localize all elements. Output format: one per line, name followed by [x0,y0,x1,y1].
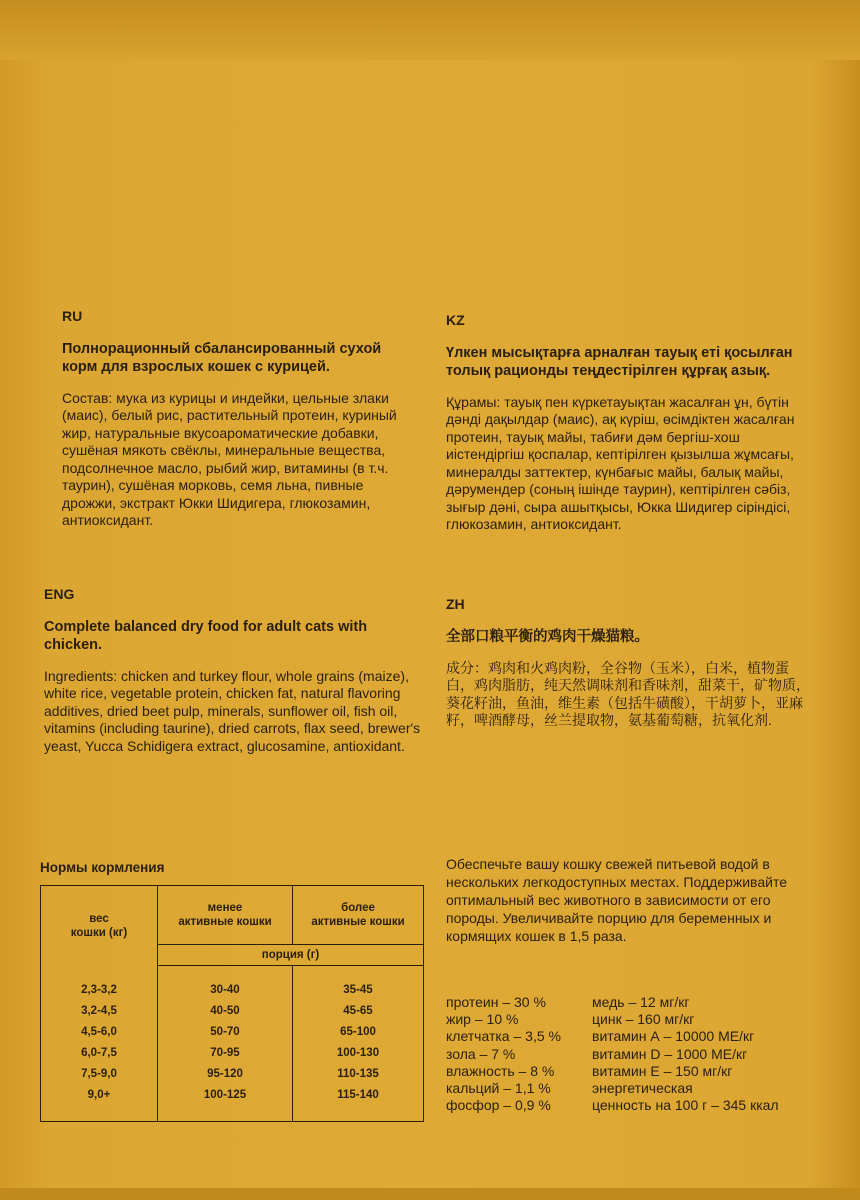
weight-cell: 2,3-3,2 [41,980,158,1001]
header-weight-line2: кошки (кг) [70,926,128,939]
table-row [41,1043,424,1064]
more-active-cell: 65-100 [340,1026,376,1038]
section-en [44,586,424,755]
nutrient-item: медь – 12 мг/кг [592,994,690,1010]
lang-code-en: ENG [44,586,75,602]
package-seal-top [0,0,860,60]
composition-en: Ingredients: chicken and turkey flour, whole grains (maize), white rice, vegetable protein, chicken fat, natural flavoring additives, dried beet pulp, minerals, sunflower oil, fish oil, vitamins (including taurine), dried carrots, flax seed, brewer's yeast, Yucca Schidigera extract, glucosamine, antioxidant. [44,667,421,754]
composition-ru: Состав: мука из курицы и индейки, цельные злаки (маис), белый рис, растительный протеин, куриный жир, натуральные вкусоароматические добавки, сушёная мякоть свёклы, минеральные вещества, подсолнечное масло, рыбий жир, витамины (в т.ч. таурин), сушёная морковь, семя льна, пивные дрожжи, экстракт Юкки Шидигера, глюкозамин, антиоксидант. [62,389,397,528]
header-less-line1: менее [207,902,243,914]
weight-cell: 4,5-6,0 [41,1022,158,1043]
table-row [41,980,424,1001]
nutrient-item: клетчатка – 3,5 % [446,1028,561,1045]
weight-cell: 7,5-9,0 [41,1064,158,1085]
header-more-line1: более [341,902,375,914]
header-weight-line1: вес [89,912,109,925]
nutrient-item: фосфор – 0,9 % [446,1097,551,1114]
composition-kz: Құрамы: тауық пен күркетауықтан жасалған ұн, бүтін дәнді дақылдар (маис), ақ күріш, өсімдіктен жасалған протеин, тауық майы, табиғи дәм бергіш-хош иістендіргіш қоспалар, кептірілген қызылша жұмсағы, минералды заттектер, күнбағыс майы, балық майы, дәрумендер (соның ішінде таурин), кептірілген сәбіз, зығыр дәні, сыра ашытқысы, Юкка Шидигер сіріндісі, глюкозамин, антиоксидант. [446,393,795,532]
header-more-active [293,886,424,945]
package-seal-bottom [0,1188,860,1200]
nutrient-item: цинк – 160 мг/кг [592,1011,695,1028]
table-row [41,1022,424,1043]
product-title-kz: Үлкен мысықтарға арналған тауық еті қосылған толық рационды теңдестірілген құрғақ азық. [446,344,793,379]
portion-header: порция (г) [158,945,424,966]
header-weight [41,886,158,966]
table-row [41,1064,424,1085]
product-title-ru: Полнорационный сбалансированный сухой корм для взрослых кошек с курицей. [62,340,382,375]
header-less-active [158,886,293,945]
nutrient-item: витамин А – 10000 МЕ/кг [592,1028,755,1045]
header-more-line2: активные кошки [311,916,405,928]
composition-zh: 成分：鸡肉和火鸡肉粉，全谷物（玉米），白米，植物蛋白，鸡肉脂肪，纯天然调味剂和香味剂，甜菜干，矿物质，葵花籽油，鱼油，维生素（包括牛磺酸），干胡萝卜，亚麻籽，啤酒酵母，丝兰提取物，氨基葡萄糖，抗氧化剂. [446,659,810,728]
lang-code-kz: KZ [446,312,465,328]
nutrients-right-list [592,994,822,1114]
less-active-cell: 100-125 [158,1085,293,1106]
weight-cell: 9,0+ [41,1085,158,1106]
feeding-table-header [41,886,424,945]
section-kz [446,312,801,534]
more-active-cell: 45-65 [343,1005,373,1017]
feeding-table [40,885,424,1122]
product-title-zh: 全部口粮平衡的鸡肉干燥猫粮。 [446,628,649,645]
more-active-cell: 110-135 [337,1068,379,1080]
more-active-cell: 35-45 [343,984,373,996]
weight-cell: 3,2-4,5 [41,1001,158,1022]
nutrient-item: ценность на 100 г – 345 ккал [592,1097,779,1114]
nutrient-item: кальций – 1,1 % [446,1080,551,1097]
header-less-line2: активные кошки [178,916,272,928]
table-row [41,1085,424,1106]
nutrient-item: зола – 7 % [446,1045,516,1062]
water-note: Обеспечьте вашу кошку свежей питьевой водой в нескольких легкодоступных местах. Поддерживайте оптимальный вес животного в зависимости от его породы. Увеличивайте порцию для беременных и кормящих кошек в 1,5 раза. [446,856,787,944]
nutrient-item: влажность – 8 % [446,1062,555,1079]
less-active-cell: 30-40 [158,980,293,1001]
less-active-cell: 70-95 [158,1043,293,1064]
less-active-cell: 50-70 [158,1022,293,1043]
nutrient-item: витамин Е – 150 мг/кг [592,1062,733,1079]
less-active-cell: 95-120 [158,1064,293,1085]
nutrient-item: витамин D – 1000 МЕ/кг [592,1045,748,1062]
more-active-cell: 115-140 [337,1089,379,1101]
section-zh [446,596,816,730]
nutrient-item: жир – 10 % [446,1011,519,1028]
section-ru [62,308,407,530]
nutrients-left-list [446,994,576,1114]
table-row [41,1001,424,1022]
more-active-cell: 100-130 [336,1047,380,1059]
feeding-table-title: Нормы кормления [40,860,165,875]
nutrient-item: энергетическая [592,1080,693,1097]
lang-code-zh: ZH [446,596,465,612]
nutrient-item: протеин – 30 % [446,994,546,1010]
product-title-en: Complete balanced dry food for adult cats with chicken. [44,618,368,653]
lang-code-ru: RU [62,308,83,324]
less-active-cell: 40-50 [158,1001,293,1022]
weight-cell: 6,0-7,5 [41,1043,158,1064]
